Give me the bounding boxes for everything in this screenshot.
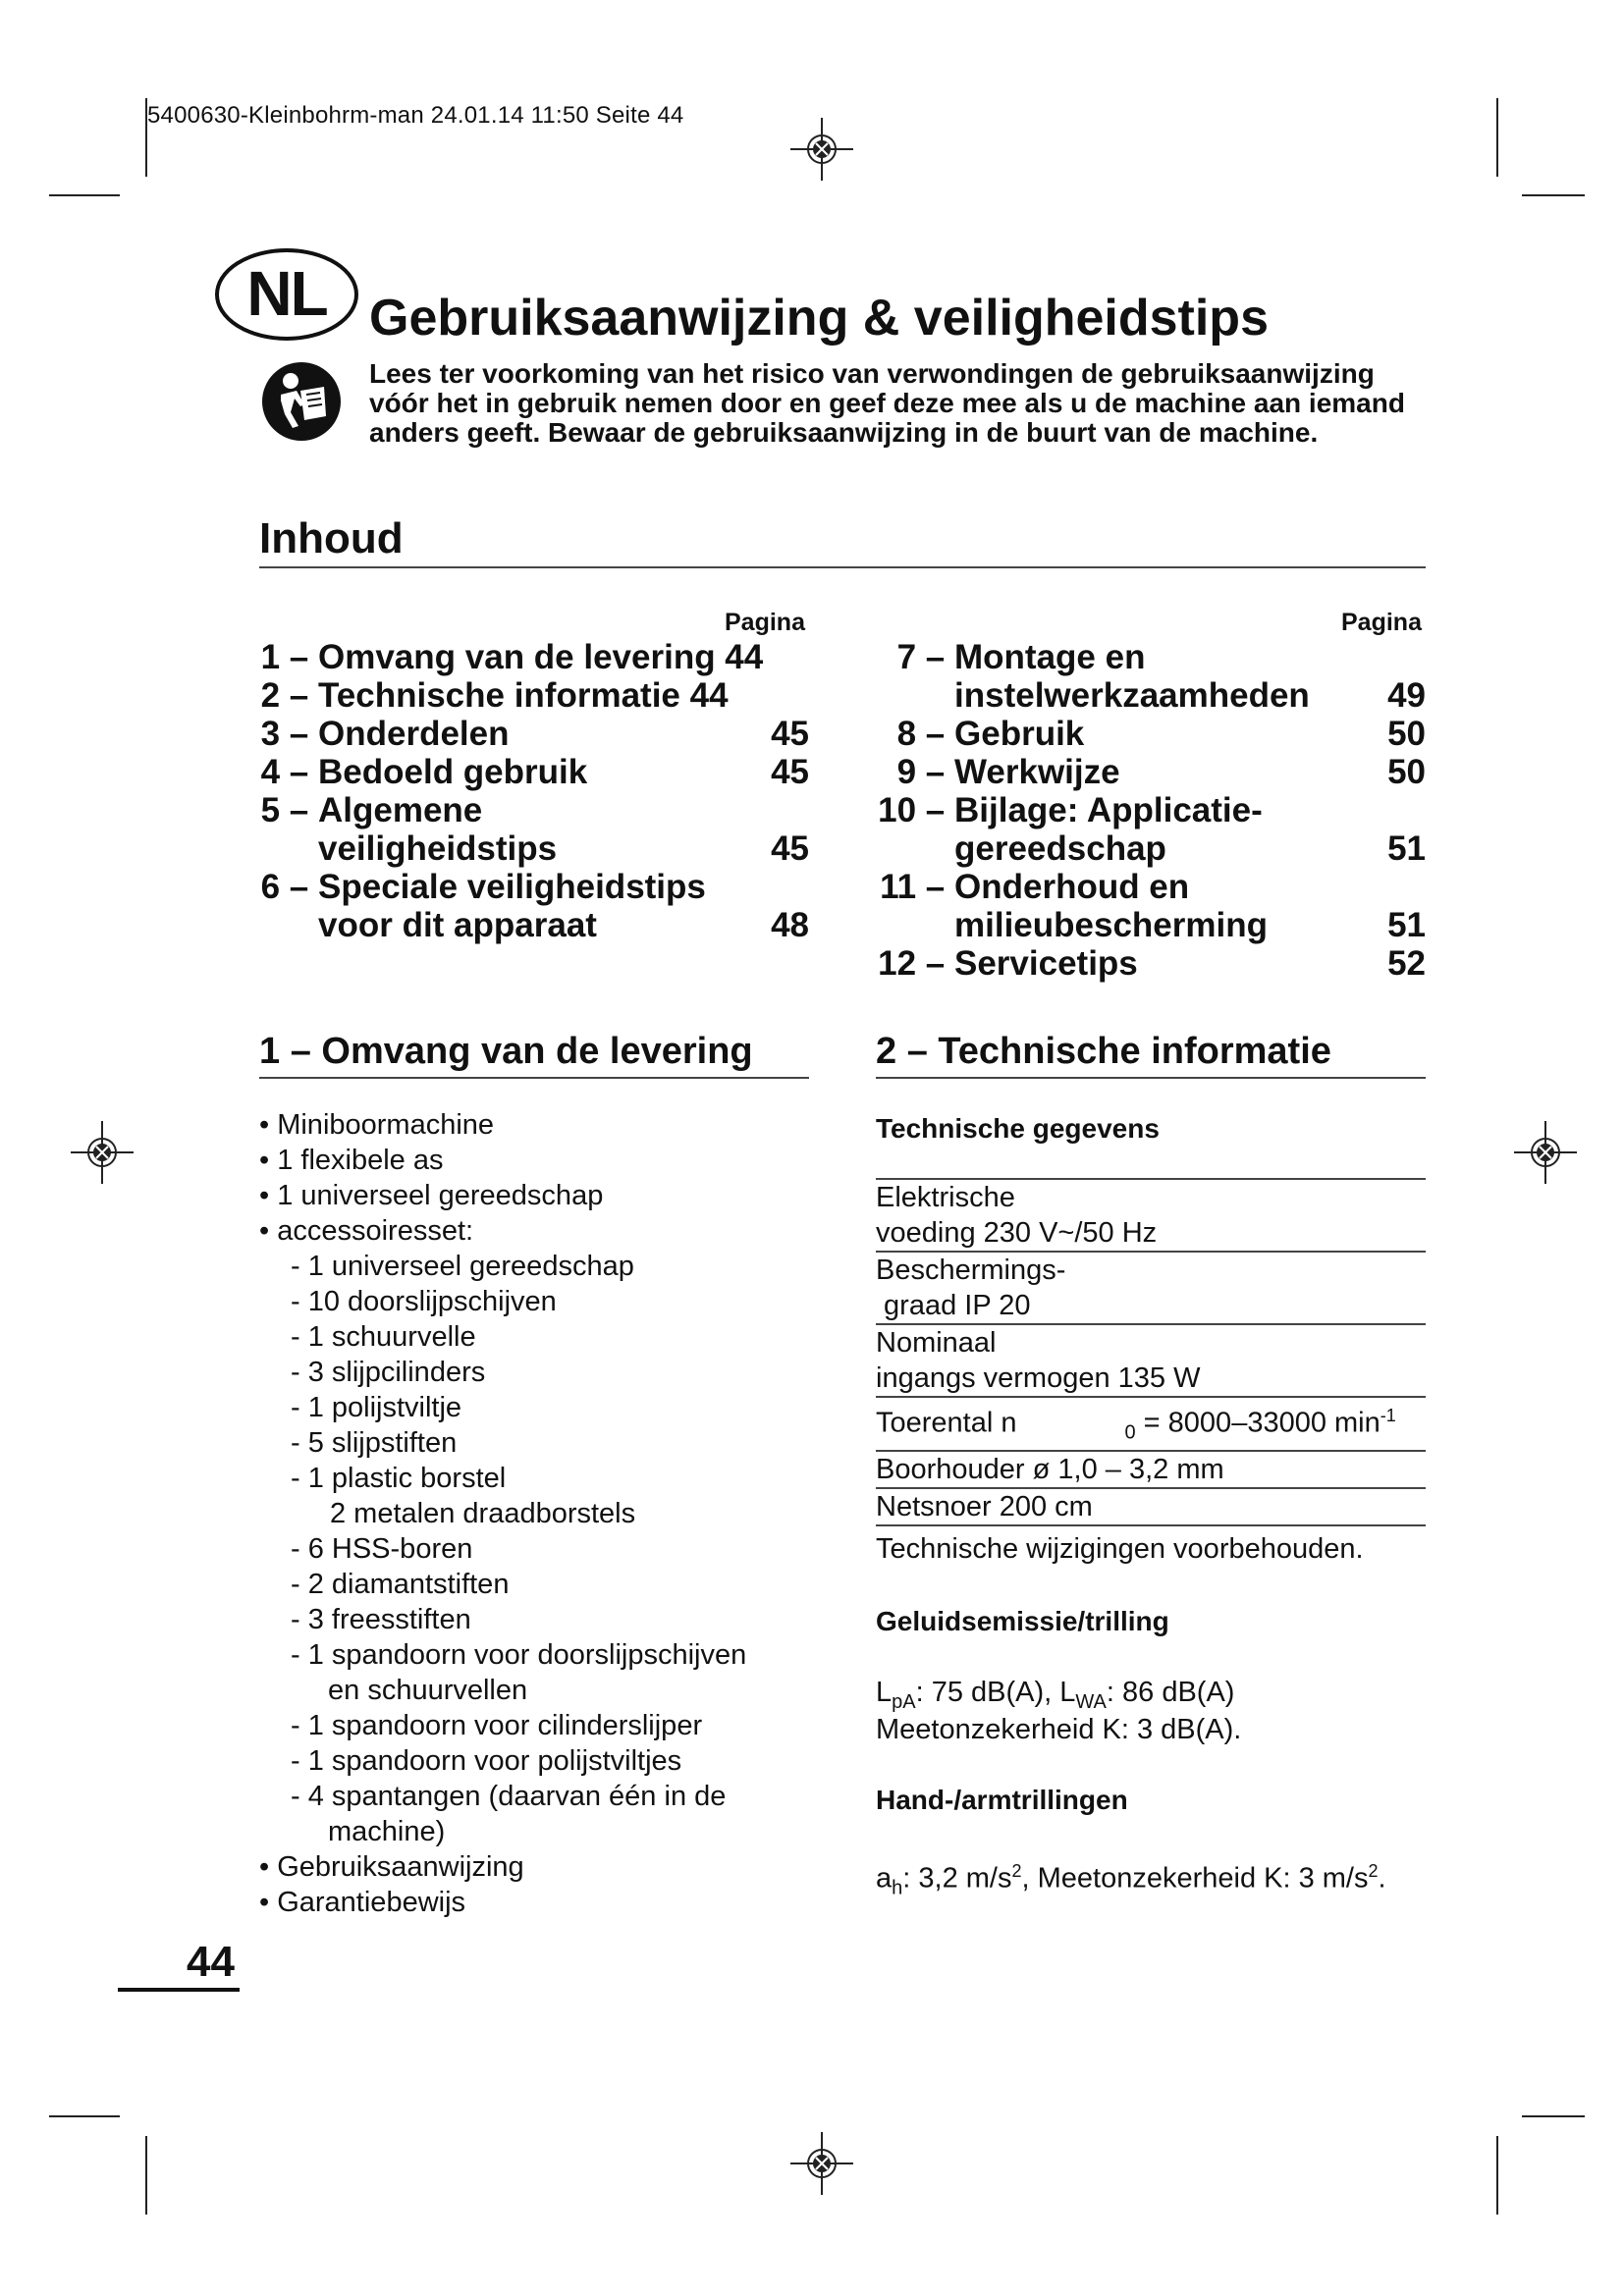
registration-mark-icon [1514,1121,1577,1184]
table-row [876,1450,1426,1487]
table-row [876,1323,1426,1396]
list-item: - 3 slijpcilinders [291,1357,486,1388]
list-item: - 1 polijstviltje [291,1392,462,1423]
toc-entry [876,868,1426,906]
toc-page: 51 [1387,829,1426,868]
crop-mark [1522,2115,1585,2117]
toc-number: 9 – [896,753,954,791]
changes-note: Technische wijzigingen voorbehouden. [876,1533,1364,1565]
table-row [876,1251,1426,1323]
toc-title: Omvang van de levering 44 [318,638,764,676]
table-cell: Netsnoer 200 cm [876,1491,1093,1523]
table-cell: ingangs vermogen 135 W [876,1362,1201,1394]
toc-entry [259,868,809,906]
contents-heading: Inhoud [259,514,404,562]
technical-data-table [876,1178,1426,1526]
list-item: • Miniboormachine [259,1109,495,1141]
divider [259,1077,809,1079]
toc-title: Bijlage: Applicatie- [954,791,1263,829]
table-row [876,1396,1426,1450]
toc-title: milieubescherming [954,906,1268,944]
safety-warning: Lees ter voorkoming van het risico van verwondingen de gebruiksaanwijzing vóór het in gebruik nemen door en geef deze mee als u de machine aan iemand anders geeft. Bewaar de gebruiksaanwijzing in de buurt van de machine. [369,358,1405,448]
toc-page: 45 [771,753,809,791]
toc-page: 45 [771,829,809,868]
toc-page: 51 [1387,906,1426,944]
page-title: Gebruiksaanwijzing & veiligheidstips [369,290,1269,347]
language-badge-label: NL [246,258,327,329]
toc-title: voor dit apparaat [318,906,597,944]
noise-uncertainty: Meetonzekerheid K: 3 dB(A). [876,1714,1242,1745]
divider [259,566,1426,568]
registration-mark-icon [790,118,853,181]
list-item: machine) [328,1816,446,1847]
table-cell: Elektrische [876,1182,1015,1213]
toc-title: Bedoeld gebruik [318,753,588,791]
list-item: en schuurvellen [328,1675,528,1706]
registration-mark-icon [71,1121,134,1184]
toc-title: Gebruik [954,715,1085,753]
print-header: 5400630-Kleinbohrm-man 24.01.14 11:50 Seite 44 [147,102,684,129]
toc-number: 10 – [878,791,954,829]
toc-entry [259,829,809,868]
technical-data-label: Technische gegevens [876,1113,1160,1144]
table-row [876,1178,1426,1251]
vibration-values: $a_h$: 3,2 $m/s^2$, Meetonzekerheid K: 3 $m/s^2$. [876,1861,1386,1899]
page-number-rule [118,1988,240,1992]
toc-entry [876,829,1426,868]
list-item: • Garantiebewijs [259,1887,466,1918]
list-item: - 1 spandoorn voor cilinderslijper [291,1710,703,1741]
crop-mark [49,194,120,196]
table-cell: graad IP 20 [876,1290,1031,1321]
toc-title: Onderhoud en [954,868,1190,906]
toc-entry [876,715,1426,753]
list-item: - 6 HSS-boren [291,1533,473,1565]
toc-title: gereedschap [954,829,1166,868]
table-cell: Nominaal [876,1327,997,1359]
crop-mark [49,2115,120,2117]
rpm-label: Toerental n [876,1407,1017,1439]
list-item: • Gebruiksaanwijzing [259,1851,524,1883]
toc-number [259,829,318,868]
list-item: - 2 diamantstiften [291,1569,510,1600]
list-item: - 10 doorslijpschijven [291,1286,557,1317]
delivery-list [259,1107,746,1920]
divider [876,1077,1426,1079]
toc-page: 49 [1387,676,1426,715]
toc-title: Algemene [318,791,483,829]
list-item: - 4 spantangen (daarvan één in de [291,1781,727,1812]
crop-mark [1496,2136,1498,2215]
toc-title: Servicetips [954,944,1138,983]
list-item: • accessoiresset: [259,1215,474,1247]
toc-number: 8 – [896,715,954,753]
toc-title: veiligheidstips [318,829,558,868]
toc-title: Werkwijze [954,753,1120,791]
toc-number: 4 – [260,753,318,791]
toc-entry [259,791,809,829]
toc-page: 50 [1387,753,1426,791]
crop-mark [145,2136,147,2215]
table-cell [876,1398,1426,1450]
toc-page-label: Pagina [1341,609,1422,636]
list-item: • 1 universeel gereedschap [259,1180,604,1211]
section-1-heading: 1 – Omvang van de levering [259,1031,753,1072]
toc-number: 5 – [260,791,318,829]
list-item: 2 metalen draadborstels [330,1498,636,1529]
rpm-value: = 8000–33000 min [1135,1407,1380,1439]
toc-number [876,906,954,944]
toc-entry [876,944,1426,983]
toc-number: 1 – [260,638,318,676]
toc-title: instelwerkzaamheden [954,676,1310,715]
toc-number [876,676,954,715]
toc-number [259,906,318,944]
list-item: - 1 plastic borstel [291,1463,507,1494]
section-2-heading: 2 – Technische informatie [876,1031,1331,1072]
toc-number: 12 – [878,944,954,983]
toc-title: Speciale veiligheidstips [318,868,706,906]
list-item: - 1 spandoorn voor polijstviltjes [291,1745,682,1777]
rpm-subscript: 0 [1124,1421,1136,1444]
language-badge [214,247,359,342]
toc-entry [259,906,809,944]
page-number: 44 [187,1938,235,1986]
toc-entry [259,715,809,753]
toc-page-label: Pagina [725,609,805,636]
toc-number [876,829,954,868]
toc-entry [876,753,1426,791]
toc-number: 3 – [260,715,318,753]
toc-page: 48 [771,906,809,944]
toc-entry [876,906,1426,944]
toc-entry [259,753,809,791]
toc-page: 50 [1387,715,1426,753]
noise-label: Geluidsemissie/trilling [876,1606,1169,1636]
toc-title: Onderdelen [318,715,510,753]
toc-entry [259,638,809,676]
toc-right [876,638,1426,983]
toc-title: Technische informatie 44 [318,676,729,715]
toc-number: 6 – [260,868,318,906]
list-item: - 3 freesstiften [291,1604,471,1635]
toc-entry [259,676,809,715]
toc-left [259,638,809,944]
toc-number: 7 – [896,638,954,676]
toc-number: 2 – [260,676,318,715]
crop-mark [1522,194,1585,196]
toc-page: 52 [1387,944,1426,983]
list-item: - 1 spandoorn voor doorslijpschijven [291,1639,747,1671]
table-cell: voeding 230 V~/50 Hz [876,1217,1158,1249]
rpm-superscript: -1 [1380,1406,1396,1425]
table-row [876,1487,1426,1526]
vibration-label: Hand-/armtrillingen [876,1785,1128,1815]
toc-number: 11 – [880,868,954,906]
crop-mark [1496,98,1498,177]
toc-entry [876,676,1426,715]
toc-entry [876,791,1426,829]
registration-mark-icon [790,2132,853,2195]
toc-entry [876,638,1426,676]
list-item: - 5 slijpstiften [291,1427,458,1459]
noise-values: $L_{pA}$: 75 dB(A), $L_{WA}$: 86 dB(A) [876,1677,1235,1713]
read-manual-icon [261,361,342,442]
list-item: - 1 universeel gereedschap [291,1251,634,1282]
table-cell: Boorhouder ø 1,0 – 3,2 mm [876,1454,1224,1486]
list-item: • 1 flexibele as [259,1145,444,1176]
table-cell: Beschermings- [876,1255,1066,1286]
toc-title: Montage en [954,638,1146,676]
list-item: - 1 schuurvelle [291,1321,476,1353]
toc-page: 45 [771,715,809,753]
